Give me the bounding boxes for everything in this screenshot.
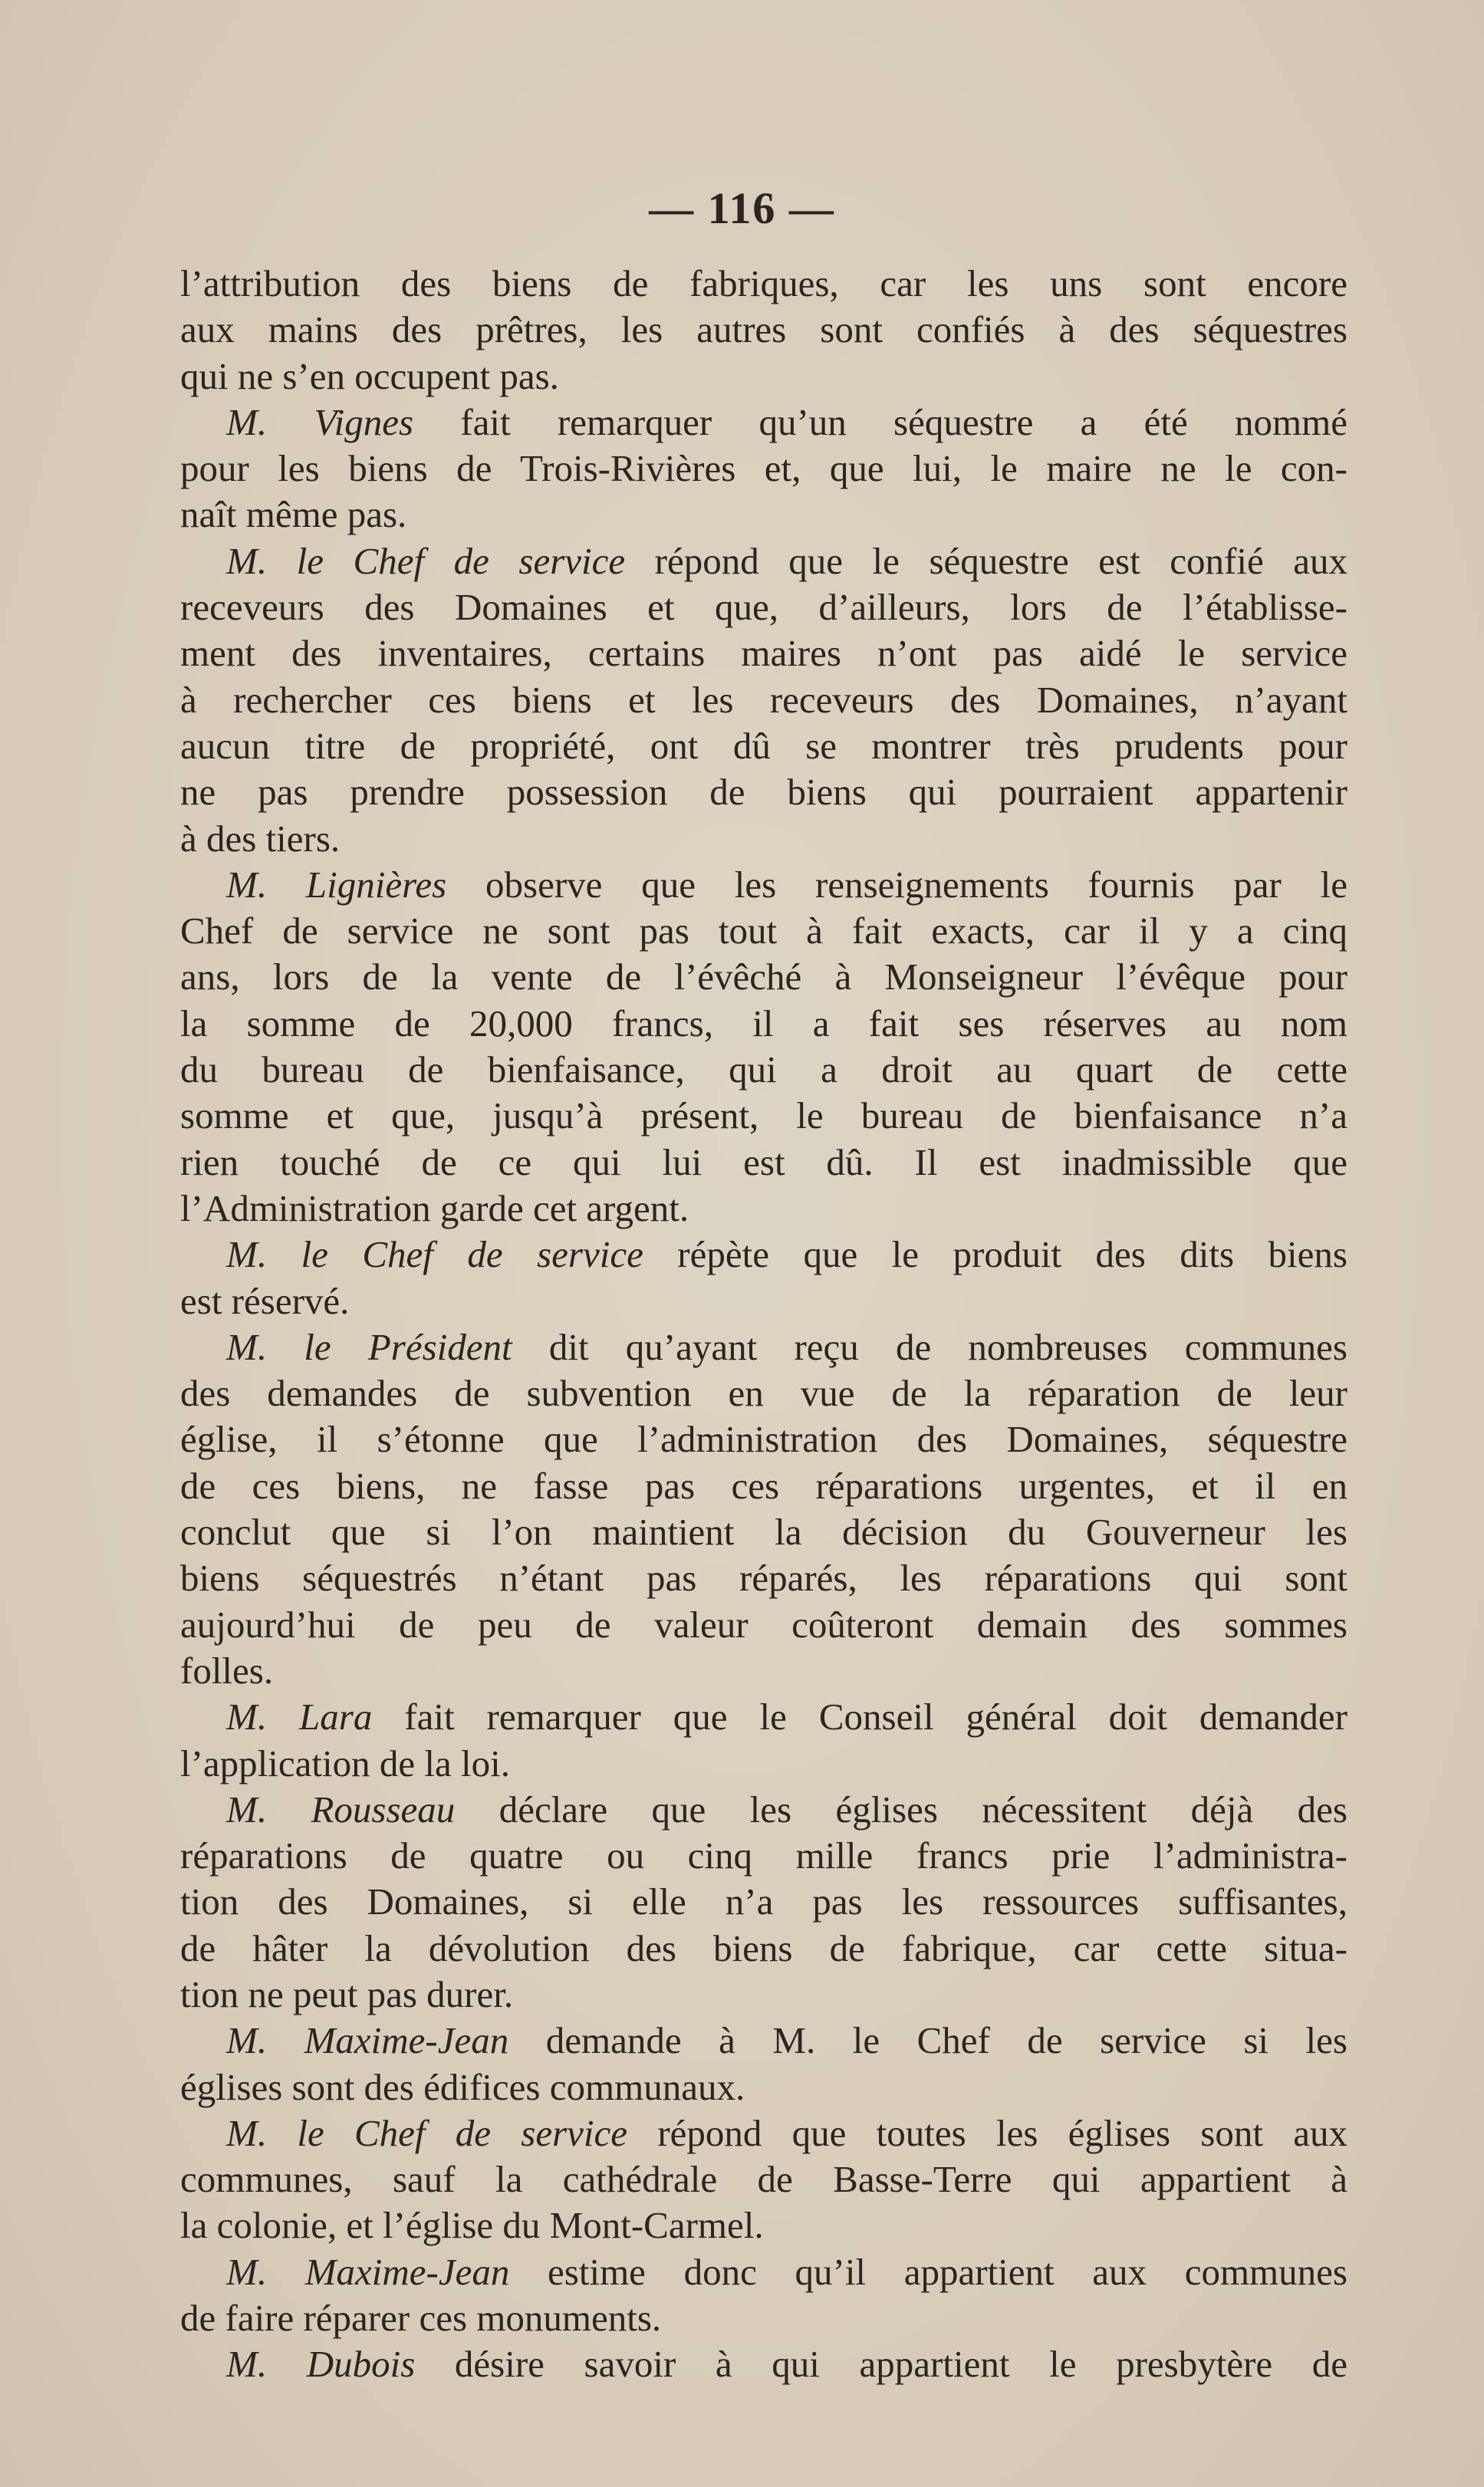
paragraph (180, 1232, 1347, 1324)
line-text: communes, sauf la cathédrale de Basse-Terre qui appartient à (180, 2158, 1347, 2201)
paragraph (180, 2249, 1347, 2342)
speaker-name: M. Rousseau (226, 1788, 456, 1831)
paragraph (180, 400, 1347, 538)
line-text: déclare que les églises nécessitent déjà des (455, 1788, 1347, 1831)
text-line (180, 1140, 1347, 1186)
speaker-name: M. Maxime-Jean (226, 2019, 509, 2062)
line-text: demande à M. le Chef de service si les (508, 2019, 1347, 2062)
text-line (180, 954, 1347, 1000)
text-line (180, 1972, 1347, 2018)
text-line (180, 1463, 1347, 1509)
line-text: à rechercher ces biens et les receveurs des Domaines, n’ayant (180, 678, 1347, 721)
text-line (180, 1741, 1347, 1787)
text-line (180, 2202, 1347, 2248)
line-text: la somme de 20,000 francs, il a fait ses réserves au nom (180, 1002, 1347, 1044)
paragraph (180, 261, 1347, 400)
text-line (180, 2295, 1347, 2341)
line-text: fait remarquer que le Conseil général doit demander (372, 1696, 1347, 1739)
speaker-name: M. Lara (226, 1696, 373, 1739)
line-text: Chef de service ne sont pas tout à fait exacts, car il y a cinq (180, 910, 1347, 952)
line-text: de hâter la dévolution des biens de fabrique, car cette situa- (180, 1926, 1347, 1969)
line-text: ment des inventaires, certains maires n’ont pas aidé le service (180, 632, 1347, 675)
paragraph (180, 2341, 1347, 2387)
text-line (180, 1232, 1347, 1278)
line-text: l’application de la loi. (180, 1742, 510, 1785)
paragraph (180, 862, 1347, 1232)
paragraph (180, 538, 1347, 862)
line-text: l’attribution des biens de fabriques, car les uns sont encore (180, 262, 1347, 304)
text-line (180, 1926, 1347, 1972)
line-text: du bureau de bienfaisance, qui a droit au quart de cette (180, 1048, 1347, 1091)
line-text: à des tiers. (180, 817, 341, 860)
line-text: naît même pas. (180, 493, 407, 536)
text-line (180, 1370, 1347, 1416)
speaker-name: M. Lignières (226, 863, 447, 906)
text-line (180, 2249, 1347, 2295)
text-line (180, 1555, 1347, 1601)
paragraph (180, 2110, 1347, 2249)
text-line (180, 2110, 1347, 2156)
line-text: folles. (180, 1649, 274, 1692)
line-text: estime donc qu’il appartient aux communes (509, 2250, 1347, 2293)
text-line (180, 261, 1347, 307)
line-text: conclut que si l’on maintient la décision du Gouverneur les (180, 1511, 1347, 1554)
line-text: pour les biens de Trois-Rivières et, que lui, le maire ne le con- (180, 447, 1347, 490)
line-text: désire savoir à qui appartient le presbytère de (415, 2343, 1347, 2386)
text-line (180, 1787, 1347, 1833)
text-line (180, 446, 1347, 492)
page-number: — 116 — (649, 183, 835, 233)
line-text: de ces biens, ne fasse pas ces réparations urgentes, et il en (180, 1464, 1347, 1507)
line-text: dit qu’ayant reçu de nombreuses communes (512, 1325, 1347, 1368)
text-line (180, 1278, 1347, 1324)
text-line (180, 630, 1347, 676)
line-text: somme et que, jusqu’à présent, le bureau de bienfaisance n’a (180, 1094, 1347, 1137)
speaker-name: M. Vignes (226, 400, 414, 443)
text-line (180, 584, 1347, 630)
text-line (180, 2064, 1347, 2110)
text-line (180, 2156, 1347, 2202)
line-text: tion des Domaines, si elle n’a pas les ressources suffisantes, (180, 1880, 1347, 1923)
text-line (180, 538, 1347, 584)
text-line (180, 1416, 1347, 1462)
line-text: est réservé. (180, 1279, 350, 1322)
line-text: aujourd’hui de peu de valeur coûteront demain des sommes (180, 1603, 1347, 1646)
text-line (180, 492, 1347, 538)
line-text: église, il s’étonne que l’administration des Domaines, séquestre (180, 1418, 1347, 1461)
text-line (180, 1648, 1347, 1694)
line-text: observe que les renseignements fournis par le (446, 863, 1347, 906)
line-text: aucun titre de propriété, ont dû se montrer très prudents pour (180, 724, 1347, 767)
text-line (180, 1833, 1347, 1879)
line-text: répond que le séquestre est confié aux (625, 539, 1347, 582)
text-line (180, 2341, 1347, 2387)
speaker-name: M. le Chef de service (226, 2111, 628, 2154)
paragraph (180, 2018, 1347, 2110)
paragraph (180, 1787, 1347, 2018)
line-text: tion ne peut pas durer. (180, 1972, 514, 2015)
paragraph (180, 1324, 1347, 1694)
line-text: répond que toutes les églises sont aux (627, 2111, 1347, 2154)
text-line (180, 908, 1347, 954)
line-text: églises sont des édifices communaux. (180, 2065, 745, 2108)
line-text: biens séquestrés n’étant pas réparés, les réparations qui sont (180, 1557, 1347, 1600)
speaker-name: M. Dubois (226, 2343, 416, 2386)
text-line (180, 1047, 1347, 1093)
text-line (180, 769, 1347, 815)
body-text (180, 261, 1347, 2388)
line-text: receveurs des Domaines et que, d’ailleurs, lors de l’établisse- (180, 586, 1347, 629)
speaker-name: M. le Président (226, 1325, 512, 1368)
line-text: des demandes de subvention en vue de la réparation de leur (180, 1372, 1347, 1415)
line-text: qui ne s’en occupent pas. (180, 354, 559, 397)
line-text: réparations de quatre ou cinq mille francs prie l’administra- (180, 1834, 1347, 1877)
text-line (180, 1509, 1347, 1555)
speaker-name: M. Maxime-Jean (226, 2250, 510, 2293)
text-line (180, 1093, 1347, 1139)
text-line (180, 723, 1347, 769)
text-line (180, 354, 1347, 400)
text-line (180, 1001, 1347, 1047)
text-line (180, 1694, 1347, 1740)
text-line (180, 1879, 1347, 1925)
speaker-name: M. le Chef de service (226, 539, 626, 582)
line-text: fait remarquer qu’un séquestre a été nommé (413, 400, 1347, 443)
line-text: répète que le produit des dits biens (643, 1233, 1347, 1276)
line-text: la colonie, et l’église du Mont-Carmel. (180, 2204, 764, 2247)
line-text: ans, lors de la vente de l’évêché à Monseigneur l’évêque pour (180, 956, 1347, 998)
line-text: l’Administration garde cet argent. (180, 1186, 689, 1229)
text-line (180, 816, 1347, 862)
text-line (180, 1186, 1347, 1232)
text-line (180, 1602, 1347, 1648)
text-line (180, 307, 1347, 353)
text-line (180, 400, 1347, 446)
text-line (180, 2018, 1347, 2064)
line-text: de faire réparer ces monuments. (180, 2297, 662, 2340)
line-text: rien touché de ce qui lui est dû. Il est inadmissible que (180, 1140, 1347, 1183)
speaker-name: M. le Chef de service (226, 1233, 643, 1276)
text-line (180, 862, 1347, 908)
paragraph (180, 1694, 1347, 1787)
text-line (180, 677, 1347, 723)
text-line (180, 1324, 1347, 1370)
line-text: ne pas prendre possession de biens qui pourraient appartenir (180, 771, 1347, 814)
line-text: aux mains des prêtres, les autres sont confiés à des séquestres (180, 308, 1347, 351)
